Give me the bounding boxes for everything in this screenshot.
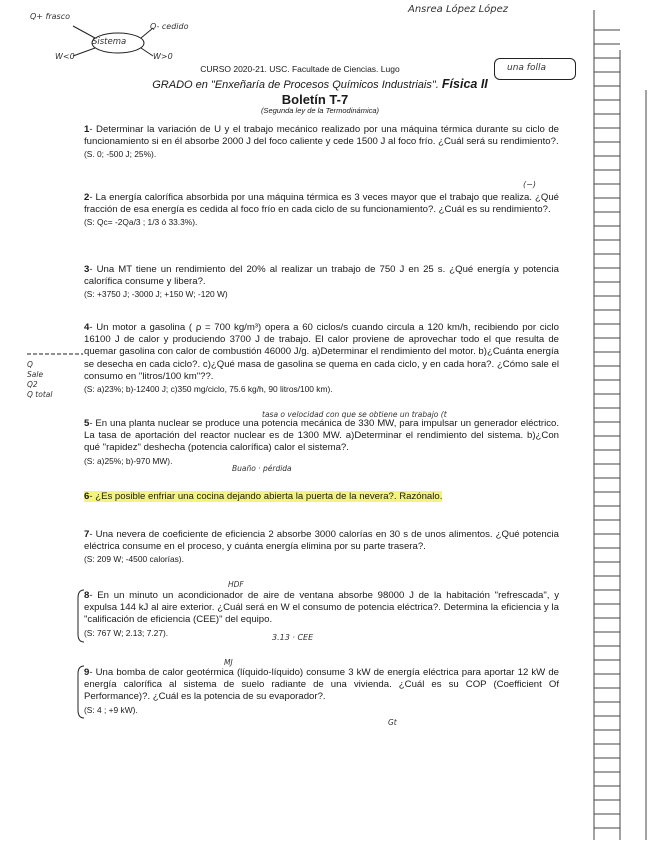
problem-6-highlight: 6- ¿Es posible enfriar una cocina dejando abierta la puerta de la nevera?. Razónalo. bbox=[84, 491, 443, 502]
minus-mark: (−) bbox=[523, 180, 536, 189]
mind-map-left: W<0 bbox=[55, 52, 75, 61]
p9-top-note: MJ bbox=[224, 658, 233, 667]
problem-6 bbox=[84, 491, 559, 503]
student-name-handwritten: Ansrea López López bbox=[408, 4, 509, 15]
mind-map-right: W>0 bbox=[153, 52, 173, 61]
page-title: Boletín T-7 bbox=[281, 92, 349, 107]
folio-note: una folla bbox=[507, 63, 546, 73]
grade-prefix: GRADO en "Enxeñaría de Procesos Químicos Industriais". bbox=[152, 79, 439, 91]
solution-8: (S: 767 W; 2.13; 7.27). bbox=[84, 627, 169, 638]
solution-1: (S. 0; -500 J; 25%). bbox=[84, 149, 157, 160]
problem-3: 3- Una MT tiene un rendimiento del 20% al realizar un trabajo de 750 J en 25 s. ¿Qué energía y potencia calorífica consume y libera?. (S: +3750 J; -3000 J; +150 W; -120 W) bbox=[84, 264, 559, 300]
p5-below-note: Buaño · pérdida bbox=[232, 464, 292, 473]
problem-1: 1- Determinar la variación de U y el trabajo mecánico realizado por una máquina térmica durante su ciclo de funcionamiento si en él absorbe 2000 J del foco caliente y cede 1500 J al foco frío. ¿Cuál será su rendimiento?. (S. 0; -500 J; 25%). bbox=[84, 124, 559, 160]
ruled-strip bbox=[590, 10, 658, 840]
problem-8: 8- En un minuto un acondicionador de aire de ventana absorbe 98000 J de la habitación "refrescada", y expulsa 144 kJ al aire exterior. ¿Cuál será en W el consumo de potencia eléctrica?. Determina la eficiencia y la "calificación de eficiencia (CEE)" del equipo. (S: 767 W; 2.13; 7.27). bbox=[84, 590, 559, 638]
problem-9: 9- Una bomba de calor geotérmica (líquido-líquido) consume 3 kW de energía eléctrica para aportar 12 kW de energía calorífica al sistema de suelo radiante de una vivienda. ¿Cuál es su COP (Coefficient Of Performance)?. ¿Cuál es la potencia de su evaporador?. (S: 4 ; +9 kW). bbox=[84, 667, 559, 715]
p8-bracket bbox=[76, 588, 86, 644]
margin-notes-q4: Q Sale Q2 Q total bbox=[27, 360, 53, 399]
p9-bracket-path bbox=[78, 666, 84, 718]
problem-2: 2- La energía calorífica absorbida por una máquina térmica es 3 veces mayor que el trabajo que realiza. ¿Qué fracción de esa energía es cedida al foco frío en cada ciclo de su funcionamiento?. ¿Cuál es su rendimiento?. (S: Qc= -2Qa/3 ; 1/3 ó 33.3%). bbox=[84, 192, 559, 228]
solution-7: (S: 209 W; -4500 calorías). bbox=[84, 554, 184, 565]
grade-line bbox=[130, 77, 510, 91]
p5-note: tasa o velocidad con que se obtiene un trabajo (t bbox=[262, 410, 447, 419]
solution-9: (S: 4 ; +9 kW). bbox=[84, 704, 138, 715]
mind-map-top-right: Q- cedido bbox=[150, 22, 189, 31]
mind-map-arrow-3 bbox=[73, 48, 95, 56]
problem-7: 7- Una nevera de coeficiente de eficiencia 2 absorbe 3000 calorías en 30 s de unos alimentos. ¿Qué potencia eléctrica consume en el proceso, y cuánta energía elimina por su parte trasera?. (S: 209 W; -4500 calorías). bbox=[84, 529, 559, 565]
solution-3: (S: +3750 J; -3000 J; +150 W; -120 W) bbox=[84, 289, 228, 300]
p9-bottom-note: Gt bbox=[388, 718, 397, 727]
mind-map-center: Sistema bbox=[92, 37, 127, 47]
p8-top-note: HDF bbox=[228, 580, 244, 589]
solution-4: (S: a)23%; b)-12400 J; c)350 mg/ciclo, 75.6 kg/h, 90 litros/100 km). bbox=[84, 384, 333, 395]
mind-map-arrow-4 bbox=[141, 48, 153, 56]
solution-5: (S: a)25%; b)-970 MW). bbox=[84, 455, 173, 466]
page-subtitle: (Segunda ley de la Termodinámica) bbox=[260, 106, 380, 115]
course-line: CURSO 2020-21. USC. Facultade de Ciencias. Lugo bbox=[200, 64, 400, 74]
problem-4: 4- Un motor a gasolina ( ρ = 700 kg/m³) opera a 60 ciclos/s cuando circula a 120 km/h, recibiendo por ciclo 16100 J de calor y produciendo 3700 J de trabajo. El calor proviene de aprovechar todo el que resulta de quemar gasolina con calor de combustión 46000 J/g. a)Determinar el rendimiento del motor. b)¿Cuánta energía se desecha en cada ciclo?. c)¿Qué masa de gasolina se quema en cada ciclo, y en cada hora?. ¿Cómo sale el consumo en "litros/100 km"??. (S: a)23%; b)-12400 J; c)350 mg/ciclo, 75.6 kg/h, 90 litros/100 km). bbox=[84, 322, 559, 395]
solution-2: (S: Qc= -2Qa/3 ; 1/3 ó 33.3%). bbox=[84, 217, 198, 228]
p8-bracket-path bbox=[78, 590, 84, 642]
p8-right-note: 3.13 · CEE bbox=[272, 633, 314, 642]
mind-map-top-left: Q+ frasco bbox=[30, 12, 71, 21]
problem-5: 5- En una planta nuclear se produce una potencia mecánica de 330 MW, para impulsar un generador eléctrico. La tasa de aportación del reactor nuclear es de 1300 MW. a)Determinar el rendimiento del sistema. b)¿Con qué "rapidez" deshecha (potencia calorífica) calor el sistema?. (S: a)25%; b)-970 MW). bbox=[84, 418, 559, 466]
subject: Física II bbox=[441, 77, 488, 91]
p9-bracket bbox=[76, 664, 86, 720]
